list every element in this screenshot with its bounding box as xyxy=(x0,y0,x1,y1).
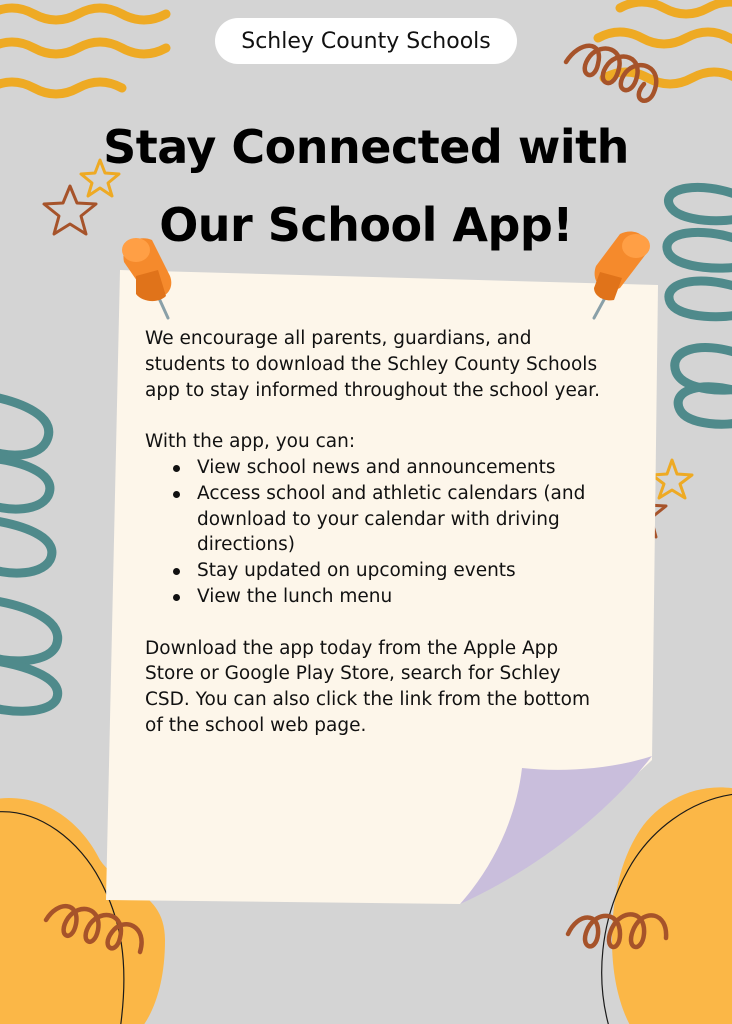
school-name-badge xyxy=(215,18,517,64)
star-icon xyxy=(652,460,692,498)
closing-paragraph: Download the app today from the Apple App Store or Google Play Store, search for Schley CSD. You can also click the link from the bottom of the school web page. xyxy=(145,637,591,736)
list-item: Access school and athletic calendars (and download to your calendar with driving directions) xyxy=(197,481,605,558)
intro-paragraph: We encourage all parents, guardians, and students to download the Schley County Schools app to stay informed throughout the school year. xyxy=(145,328,600,401)
list-item: View the lunch menu xyxy=(197,584,605,610)
list-item: View school news and announcements xyxy=(197,455,605,481)
spacer xyxy=(145,403,605,429)
squiggle-decoration-top-left xyxy=(0,8,166,94)
feature-list xyxy=(145,455,605,610)
page-title xyxy=(40,108,692,264)
list-item: Stay updated on upcoming events xyxy=(197,558,605,584)
blob-decoration-right xyxy=(612,787,732,1024)
note-content xyxy=(145,326,605,739)
school-name: Schley County Schools xyxy=(241,28,491,54)
title-line-2: Our School App! xyxy=(159,198,573,252)
list-heading: With the app, you can: xyxy=(145,431,356,453)
spacer xyxy=(145,610,605,636)
loop-decoration-left xyxy=(0,396,58,711)
title-line-1: Stay Connected with xyxy=(103,120,629,174)
